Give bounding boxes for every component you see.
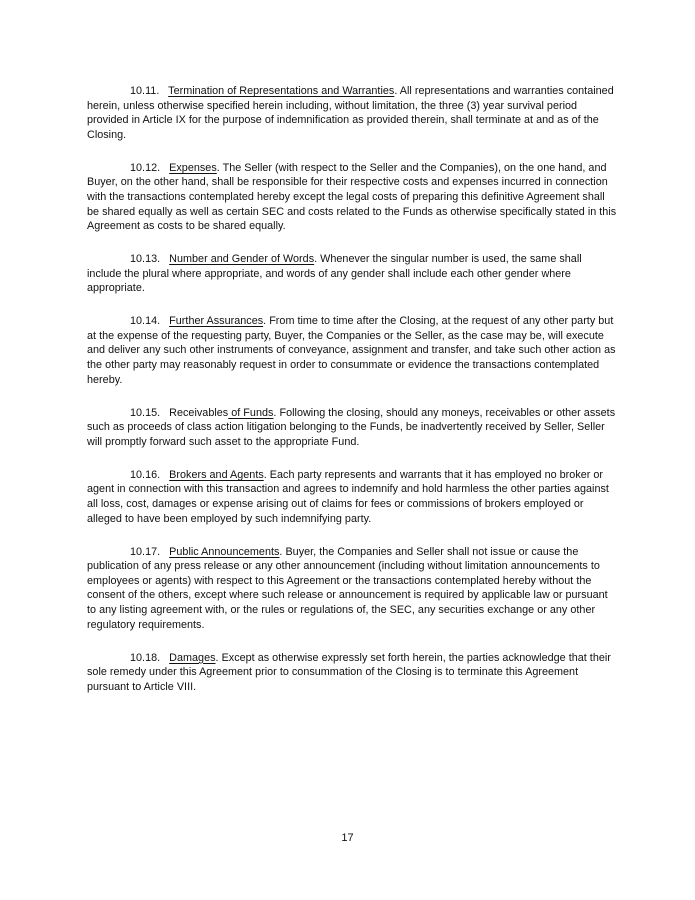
section-10-13 bbox=[87, 252, 617, 296]
section-text: . Whenever the singular number is used, the same shall include the plural where appropriate, and words of any gender shall include each other gender where appropriate. bbox=[87, 253, 582, 295]
section-heading: Expenses bbox=[169, 161, 217, 174]
section-text: . All representations and warranties contained herein, unless otherwise specified herein including, without limitation, the three (3) year survival period provided in Article IX for the purpose of indemnification as provided therein, shall terminate at and as of the Closing. bbox=[87, 85, 614, 141]
section-number: 10.11. bbox=[130, 85, 160, 97]
section-number: 10.13. bbox=[130, 253, 161, 266]
section-text: . Each party represents and warrants that it has employed no broker or agent in connection with this transaction and agrees to indemnify and hold harmless the other parties against all loss, cost, damages or expense arising out of claims for fees or commissions of brokers employed or alleged to have been employed by such indemnifying party. bbox=[87, 468, 609, 525]
section-number: 10.12. bbox=[130, 161, 161, 174]
section-number: 10.16. bbox=[130, 468, 161, 481]
section-heading: Damages bbox=[169, 651, 216, 664]
section-text: . From time to time after the Closing, at the request of any other party but at the expense of the requesting party, Buyer, the Companies or the Seller, as the case may be, will execute and deliver any such other instruments of conveyance, assignment and transfer, and take such other action as the other party may reasonably request in order to consummate or evidence the transactions contemplated hereby. bbox=[87, 315, 616, 386]
section-10-16 bbox=[87, 468, 617, 526]
section-text: . The Seller (with respect to the Seller and the Companies), on the one hand, and Buyer, on the other hand, shall be responsible for their respective costs and expenses incurred in connection with the transactions contemplated hereby except the legal costs of preparing this definitive Agreement shall be shared equally as well as certain SEC and costs related to the Funds as otherwise specifically stated in this Agreement as costs to be shared equally. bbox=[87, 161, 617, 233]
section-10-18 bbox=[87, 651, 617, 695]
section-heading: Public Announcements bbox=[169, 545, 280, 558]
section-number: 10.15. bbox=[130, 406, 161, 419]
section-number: 10.18. bbox=[130, 651, 161, 664]
section-10-11 bbox=[87, 84, 617, 142]
section-heading: Termination of Representations and Warranties bbox=[168, 85, 395, 97]
section-number: 10.14. bbox=[130, 315, 161, 328]
section-number: 10.17. bbox=[130, 545, 161, 558]
document-body bbox=[87, 84, 617, 713]
section-10-12 bbox=[87, 161, 617, 234]
section-heading: Further Assurances bbox=[169, 315, 264, 328]
section-heading: Number and Gender of Words bbox=[169, 253, 315, 266]
section-10-14 bbox=[87, 314, 617, 387]
page-number: 17 bbox=[341, 832, 354, 844]
section-text: . Following the closing, should any moneys, receivables or other assets such as proceeds of class action litigation belonging to the Funds, be inadvertently received by Seller, Seller will promptly forward such asset to the appropriate Fund. bbox=[87, 406, 616, 448]
section-text: . Buyer, the Companies and Seller shall not issue or cause the publication of any press release or any other announcement (including without limitation announcements to employees or agents) with respect to this Agreement or the transactions contemplated hereby without the consent of the others, except where such release or announcement is required by applicable law or pursuant to any listing agreement with, or the rules or regulations of, the SEC, any securities exchange or any other regulatory requirements. bbox=[87, 545, 608, 631]
section-heading: of Funds bbox=[228, 406, 274, 419]
section-heading: Brokers and Agents bbox=[169, 468, 264, 481]
section-10-17 bbox=[87, 545, 617, 633]
section-10-15 bbox=[87, 406, 617, 450]
section-text: . Except as otherwise expressly set forth herein, the parties acknowledge that their sole remedy under this Agreement prior to consummation of the Closing is to terminate this Agreement pursuant to Article VIII. bbox=[87, 651, 611, 693]
section-heading-plain: Receivables bbox=[169, 406, 229, 419]
